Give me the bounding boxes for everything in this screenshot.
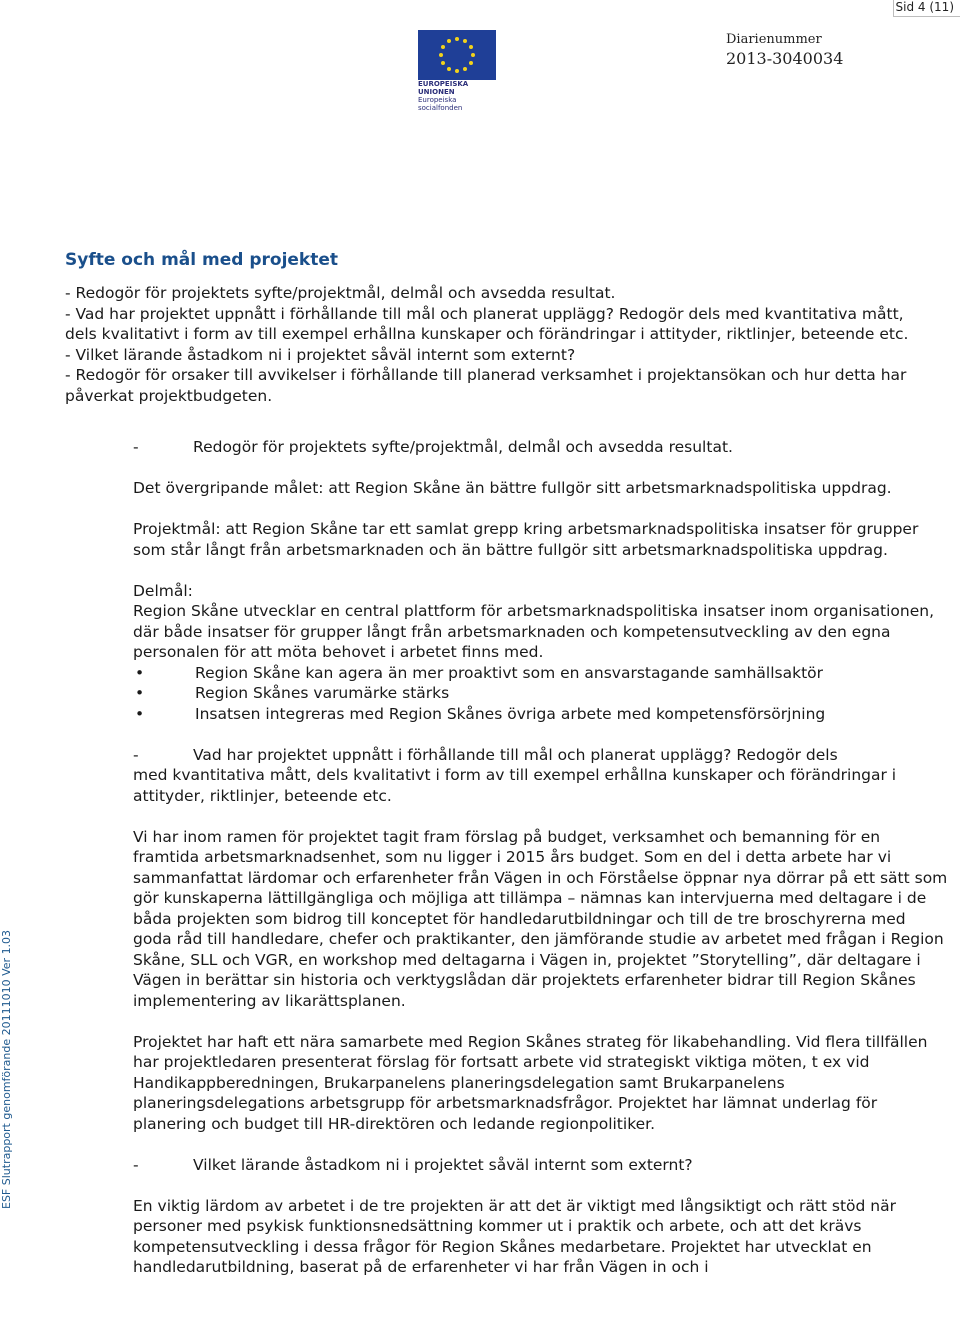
list-item — [133, 683, 948, 704]
paragraph: Projektmål: att Region Skåne tar ett samlat grepp kring arbetsmarknadspolitiska insatser för grupper som står långt från arbetsmarknaden och än bättre fullgör sitt arbetsmarknadspolitiska uppdrag. — [133, 520, 919, 559]
side-version-text: ESF Slutrapport genomförande 20111010 Ver 1.03 — [0, 929, 13, 1209]
dash-mark: - — [133, 745, 139, 764]
instructions — [65, 283, 935, 406]
logo-line1: EUROPEISKA UNIONEN — [418, 80, 469, 96]
bullet-list — [133, 663, 948, 725]
delmal-label: Delmål: — [133, 581, 193, 600]
diarie-number: 2013-3040034 — [726, 49, 844, 68]
list-item — [133, 704, 948, 725]
list-item-text: Region Skånes varumärke stärks — [195, 684, 450, 702]
page-number: Sid 4 (11) — [893, 0, 960, 17]
instruction-line: - Redogör för orsaker till avvikelser i förhållande till planerad verksamhet i projektansökan och hur detta har påverkat projektbudgeten. — [65, 366, 907, 405]
dash-mark: - — [133, 438, 139, 456]
list-item — [133, 663, 948, 684]
eu-logo — [418, 30, 498, 112]
instruction-line: - Vilket lärande åstadkom ni i projektet såväl internt som externt? — [65, 345, 576, 364]
answer-body — [133, 437, 948, 1278]
list-item-text: Region Skåne kan agera än mer proaktivt som en ansvarstagande samhällsaktör — [195, 663, 824, 682]
paragraph: Det övergripande målet: att Region Skåne än bättre fullgör sitt arbetsmarknadspolitiska uppdrag. — [133, 479, 892, 497]
question-row — [133, 437, 948, 458]
paragraph: En viktig lärdom av arbetet i de tre projekten är att det är viktigt med långsiktigt och rätt stöd när personer med psykisk funktionsnedsättning kommer ut i praktik och arbete, och att det krävs kompetensutveckling i dessa frågor för Region Skånes medarbetare. Projektet har utvecklat en handledarutbildning, baserat på de erfarenheter vi har från Vägen in och i — [133, 1196, 897, 1276]
question-row — [133, 1155, 948, 1176]
diarie-block — [726, 32, 843, 70]
paragraph: Projektet har haft ett nära samarbete med Region Skånes strateg för likabehandling. Vid flera tillfällen har projektledaren presenterat förslag för fortsatt arbete vid strategiskt viktiga möten, t ex vid Handikappberedningen, Brukarpanelens planeringsdelegation samt Brukarpanelens planeringsdelegations arbetsgrupp för arbetsmarknadsfrågor. Projektet har lämnat underlag för planering och budget till HR-direktören och ledande regionpolitiker. — [133, 1032, 928, 1133]
question-title: Vilket lärande åstadkom ni i projektet såväl internt som externt? — [193, 1155, 693, 1174]
question-row — [133, 745, 948, 766]
instruction-line: - Vad har projektet uppnått i förhållande till mål och planerat upplägg? Redogör dels med kvantitativa mått, dels kvalitativt i form av till exempel erhållna kunskaper och förändringar i attityder, riktlinjer, beteende etc. — [65, 304, 909, 343]
paragraph: Vi har inom ramen för projektet tagit fram förslag på budget, verksamhet och bemanning för en framtida arbetsmarknadsenhet, som nu ligger i 2015 års budget. Som en del i detta arbete har vi sammanfattat lärdomar och erfarenheter från Vägen in och Förståelse öppnar nya dörrar på ett sätt som gör kunskaperna lättillgängliga och möjliga att tillämpa – nämnas kan intervjuerna med deltagare i de båda projekten som bidrog till konceptet för handledarutbildningar och till de tre broschyrerna med goda råd till handledare, chefer och praktikanter, den jämförande studie av arbetet med frågan i Region Skåne, SLL och VGR, en workshop med deltagarna i Vägen in, projektet ”Storytelling”, där deltagare i Vägen in berättar sin historia och verktygslådan där projektets erfarenheter bidrar till Region Skånes implementering av likarättsplanen. — [133, 827, 948, 1010]
bullet-mark: • — [135, 684, 145, 702]
dash-mark: - — [133, 1155, 139, 1174]
eu-flag-icon — [418, 30, 496, 80]
bullet-mark: • — [135, 704, 145, 723]
logo-line2: Europeiska socialfonden — [418, 96, 463, 112]
question-title-continued: med kvantitativa mått, dels kvalitativt i form av till exempel erhållna kunskaper och förändringar i attityder, riktlinjer, beteende etc. — [133, 766, 897, 805]
section-heading: Syfte och mål med projektet — [65, 250, 339, 270]
question-title: Redogör för projektets syfte/projektmål, delmål och avsedda resultat. — [193, 438, 733, 456]
list-item-text: Insatsen integreras med Region Skånes övriga arbete med kompetensförsörjning — [195, 704, 826, 723]
question-title: Vad har projektet uppnått i förhållande till mål och planerat upplägg? Redogör dels — [193, 745, 838, 764]
bullet-mark: • — [135, 663, 145, 682]
instruction-line: - Redogör för projektets syfte/projektmål, delmål och avsedda resultat. — [65, 284, 616, 302]
paragraph: Region Skåne utvecklar en central plattform för arbetsmarknadspolitiska insatser inom organisationen, där både insatser för grupper långt från arbetsmarknaden och kompetensutveckling av den egna personalen för att möta behovet i arbetet finns med. — [133, 602, 935, 661]
diarie-label: Diarienummer — [726, 32, 822, 47]
